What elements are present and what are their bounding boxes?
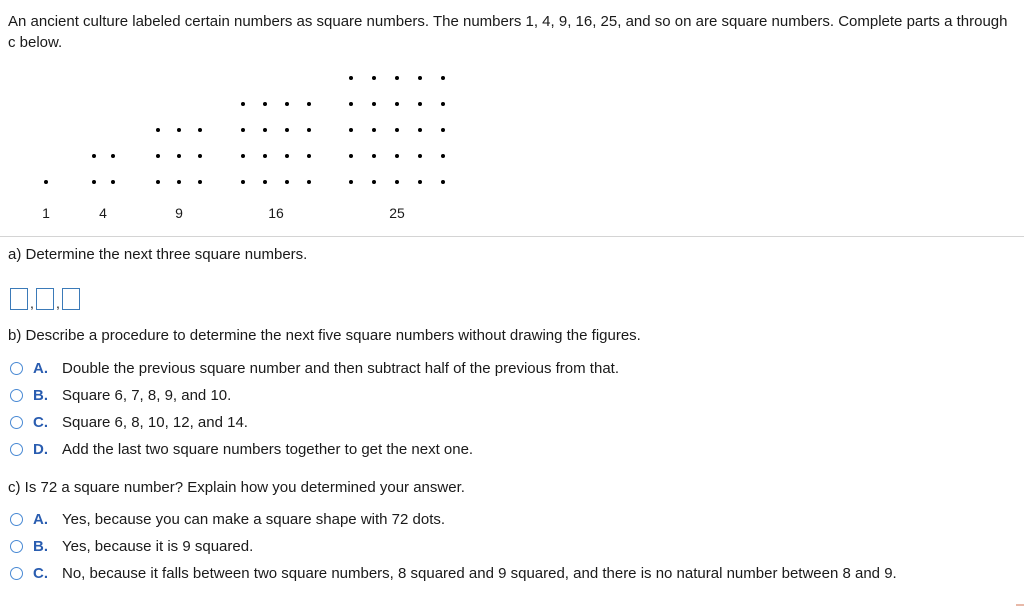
option-letter: D. xyxy=(33,440,48,458)
square-dot xyxy=(241,102,245,106)
corner-mark xyxy=(1016,604,1024,606)
square-dot xyxy=(44,180,48,184)
answer-box-3[interactable] xyxy=(62,288,80,310)
square-dot xyxy=(441,102,445,106)
figure-label-16: 16 xyxy=(268,205,284,221)
square-dot xyxy=(111,180,115,184)
radio-button[interactable] xyxy=(10,443,23,456)
square-dot xyxy=(372,180,376,184)
square-dot xyxy=(263,154,267,158)
figure-label-1: 1 xyxy=(42,205,50,221)
square-dot xyxy=(418,154,422,158)
radio-button[interactable] xyxy=(10,362,23,375)
square-dot xyxy=(156,154,160,158)
square-dot xyxy=(372,154,376,158)
square-dot xyxy=(349,180,353,184)
square-dot xyxy=(372,76,376,80)
option-letter: A. xyxy=(33,510,48,528)
square-dot xyxy=(349,76,353,80)
figure-label-25: 25 xyxy=(389,205,405,221)
square-dot xyxy=(241,154,245,158)
square-dot xyxy=(349,154,353,158)
square-dot xyxy=(177,154,181,158)
square-dot xyxy=(441,180,445,184)
part-c-option-a[interactable] xyxy=(10,509,445,529)
square-dot xyxy=(156,128,160,132)
square-dot xyxy=(349,102,353,106)
part-c-option-c[interactable] xyxy=(10,563,897,583)
square-dot xyxy=(111,154,115,158)
part-a-question: a) Determine the next three square numbers. xyxy=(8,246,308,263)
part-c-question: c) Is 72 a square number? Explain how you determined your answer. xyxy=(8,479,465,496)
square-dot xyxy=(418,76,422,80)
option-text: Add the last two square numbers together to get the next one. xyxy=(62,440,474,458)
option-text: Double the previous square number and then subtract half of the previous from that. xyxy=(62,359,619,377)
square-dot xyxy=(441,76,445,80)
square-dot xyxy=(372,128,376,132)
square-dot xyxy=(285,180,289,184)
square-dot xyxy=(307,102,311,106)
option-letter: C. xyxy=(33,413,48,431)
part-b-option-a[interactable] xyxy=(10,358,619,378)
square-dot xyxy=(441,128,445,132)
square-dot xyxy=(441,154,445,158)
square-dot xyxy=(92,154,96,158)
radio-button[interactable] xyxy=(10,567,23,580)
radio-button[interactable] xyxy=(10,389,23,402)
option-text: Yes, because you can make a square shape with 72 dots. xyxy=(62,510,446,528)
radio-button[interactable] xyxy=(10,416,23,429)
part-b-option-b[interactable] xyxy=(10,385,231,405)
figure-label-9: 9 xyxy=(175,205,183,221)
comma-separator: , xyxy=(30,295,34,311)
square-dot xyxy=(395,154,399,158)
square-dot xyxy=(418,128,422,132)
answer-box-1[interactable] xyxy=(10,288,28,310)
square-dot xyxy=(395,128,399,132)
square-dot xyxy=(263,102,267,106)
square-dot xyxy=(263,128,267,132)
square-dot xyxy=(198,128,202,132)
square-dot xyxy=(198,154,202,158)
option-text: Square 6, 8, 10, 12, and 14. xyxy=(62,413,248,431)
square-dot xyxy=(285,128,289,132)
square-dot xyxy=(177,180,181,184)
option-letter: C. xyxy=(33,564,48,582)
square-dot xyxy=(307,180,311,184)
square-dot xyxy=(263,180,267,184)
option-letter: B. xyxy=(33,537,48,555)
part-a-answers xyxy=(10,286,80,310)
square-dot xyxy=(198,180,202,184)
square-dot xyxy=(177,128,181,132)
square-dot xyxy=(395,180,399,184)
option-text: Square 6, 7, 8, 9, and 10. xyxy=(62,386,232,404)
part-b-question: b) Describe a procedure to determine the next five square numbers without drawing the figures. xyxy=(8,327,641,344)
square-dot xyxy=(92,180,96,184)
section-divider xyxy=(0,236,1024,237)
option-letter: B. xyxy=(33,386,48,404)
figure-label-4: 4 xyxy=(99,205,107,221)
comma-separator: , xyxy=(56,295,60,311)
answer-box-2[interactable] xyxy=(36,288,54,310)
square-dot xyxy=(156,180,160,184)
square-dot xyxy=(307,128,311,132)
square-dot xyxy=(395,76,399,80)
square-dot xyxy=(241,128,245,132)
radio-button[interactable] xyxy=(10,513,23,526)
radio-button[interactable] xyxy=(10,540,23,553)
square-dot xyxy=(372,102,376,106)
square-dot xyxy=(349,128,353,132)
square-dot xyxy=(307,154,311,158)
part-c-option-b[interactable] xyxy=(10,536,253,556)
square-dot xyxy=(285,154,289,158)
option-text: Yes, because it is 9 squared. xyxy=(62,537,254,555)
square-dot xyxy=(395,102,399,106)
part-b-option-d[interactable] xyxy=(10,439,473,459)
option-letter: A. xyxy=(33,359,48,377)
square-dot xyxy=(241,180,245,184)
square-dot xyxy=(418,180,422,184)
square-numbers-figure xyxy=(0,0,1024,235)
option-text: No, because it falls between two square numbers, 8 squared and 9 squared, and there is no natural number between 8 and 9. xyxy=(62,564,897,582)
part-b-option-c[interactable] xyxy=(10,412,248,432)
square-dot xyxy=(285,102,289,106)
problem-prompt: An ancient culture labeled certain numbers as square numbers. The numbers 1, 4, 9, 16, 25, and so on are square numbers. Complete parts a through c below. xyxy=(8,13,1008,51)
square-dot xyxy=(418,102,422,106)
